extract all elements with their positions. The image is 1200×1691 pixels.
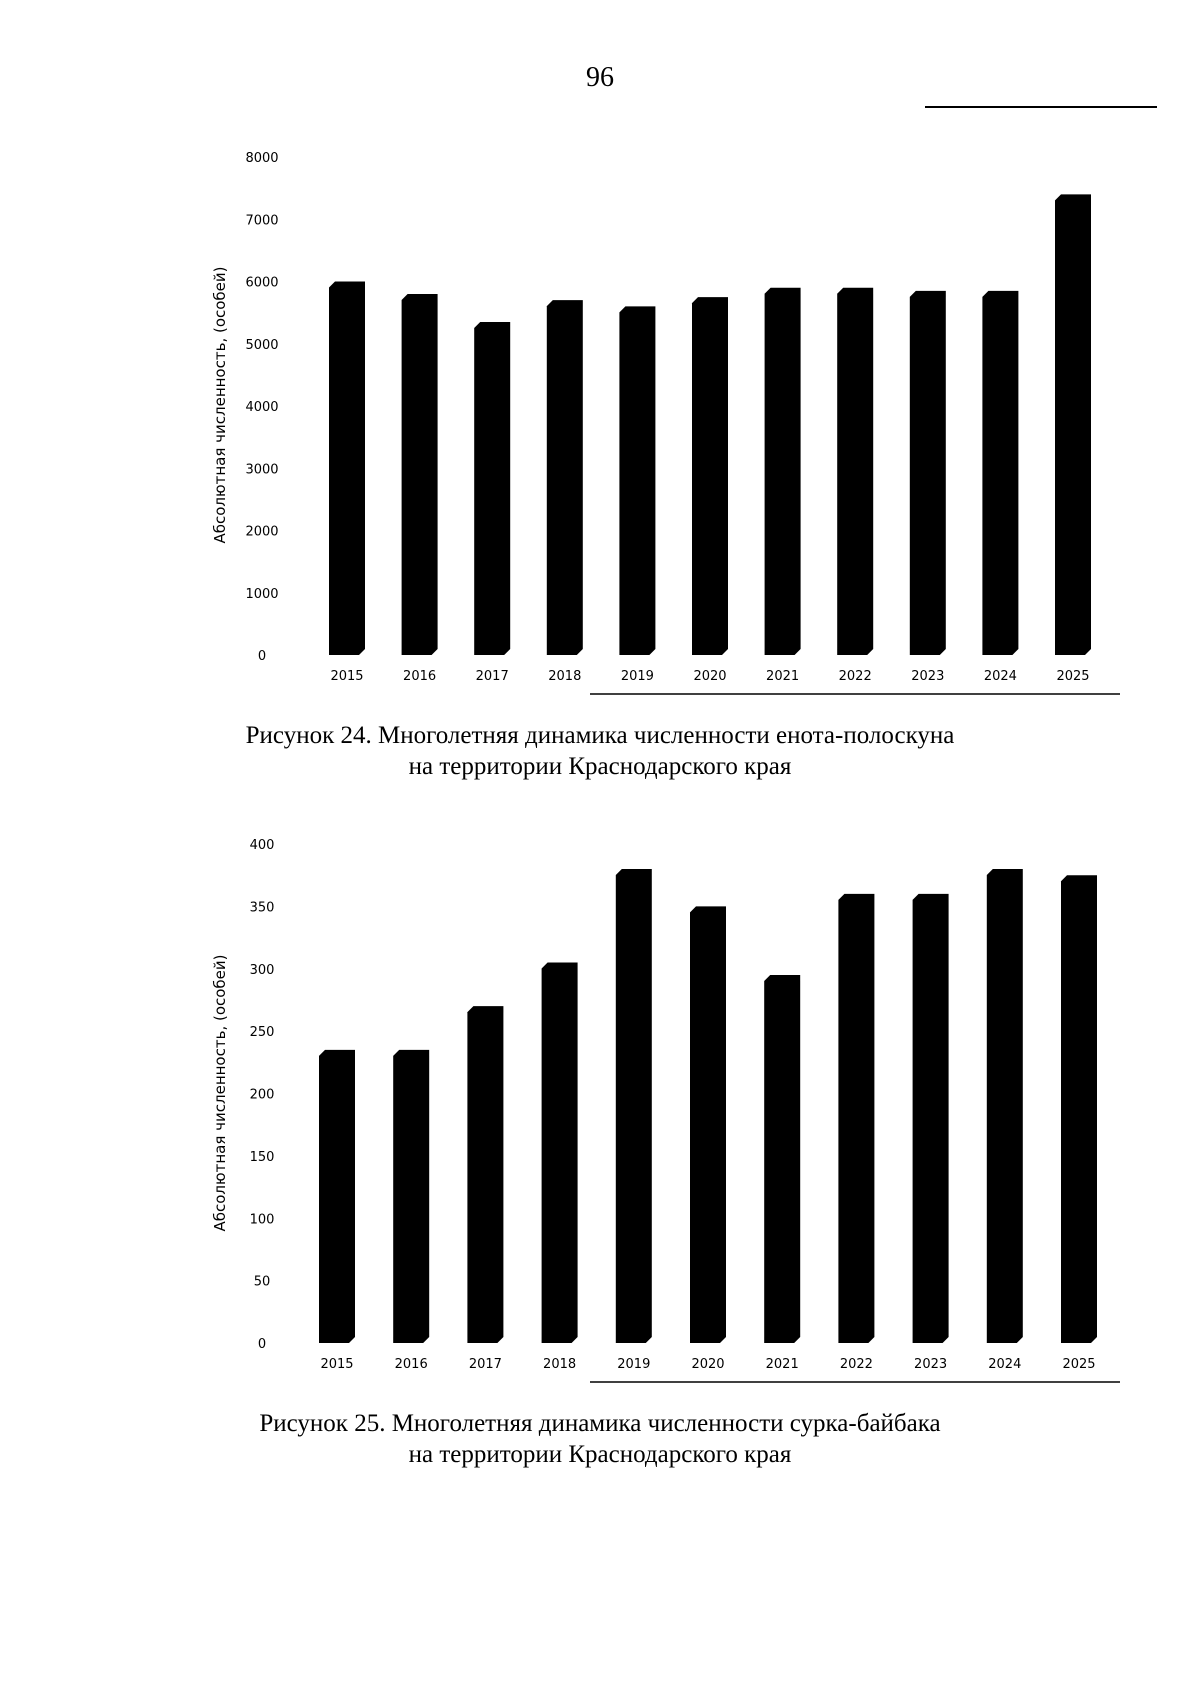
y-tick-label: 0 bbox=[257, 1337, 267, 1352]
bar-2017 bbox=[467, 1006, 503, 1343]
y-tick-label: 4000 bbox=[245, 400, 279, 415]
bar-2022 bbox=[838, 894, 874, 1343]
x-tick-label: 2024 bbox=[983, 669, 1017, 684]
figure-24-caption-line2: на территории Краснодарского края bbox=[408, 753, 792, 780]
x-tick-label: 2015 bbox=[330, 669, 364, 684]
x-tick-label: 2017 bbox=[475, 669, 509, 684]
x-tick-label: 2018 bbox=[548, 669, 582, 684]
page-number: 96 bbox=[586, 62, 614, 93]
bar-2021 bbox=[764, 975, 800, 1343]
y-axis-label: Абсолютная численность, (особей) bbox=[211, 954, 229, 1232]
bar-2018 bbox=[542, 963, 578, 1343]
y-tick-label: 2000 bbox=[245, 524, 279, 540]
x-tick-label: 2016 bbox=[394, 1357, 428, 1372]
figure-25-caption-line1: Рисунок 25. Многолетняя динамика численности сурка-байбака bbox=[259, 1410, 941, 1437]
x-tick-label: 2022 bbox=[838, 669, 872, 684]
x-tick-label: 2020 bbox=[691, 1357, 725, 1372]
y-tick-label: 250 bbox=[249, 1025, 275, 1041]
x-tick-label: 2017 bbox=[468, 1357, 502, 1372]
y-tick-label: 50 bbox=[253, 1274, 271, 1290]
x-tick-label: 2020 bbox=[693, 669, 727, 684]
y-tick-label: 200 bbox=[249, 1087, 275, 1103]
x-tick-label: 2015 bbox=[320, 1357, 354, 1372]
bar-2015 bbox=[319, 1050, 355, 1343]
figure-24-caption-line1: Рисунок 24. Многолетняя динамика численности енота-полоскуна bbox=[245, 722, 955, 749]
figure-25-caption bbox=[0, 1408, 1200, 1470]
x-tick-label: 2025 bbox=[1056, 669, 1090, 684]
x-tick-label: 2016 bbox=[403, 669, 437, 684]
x-tick-label: 2019 bbox=[620, 669, 654, 684]
x-tick-label: 2023 bbox=[911, 669, 945, 684]
y-tick-label: 150 bbox=[249, 1149, 275, 1165]
x-tick-label: 2023 bbox=[914, 1357, 948, 1372]
x-tick-label: 2022 bbox=[839, 1357, 873, 1372]
figure-25-caption-line2: на территории Краснодарского края bbox=[408, 1441, 792, 1468]
y-tick-label: 7000 bbox=[245, 213, 279, 229]
y-tick-label: 350 bbox=[249, 900, 275, 916]
x-tick-label: 2021 bbox=[765, 1357, 799, 1372]
y-tick-label: 400 bbox=[249, 838, 275, 853]
y-tick-label: 1000 bbox=[245, 586, 279, 602]
bar-2020 bbox=[690, 906, 726, 1343]
y-tick-label: 5000 bbox=[245, 337, 279, 353]
y-tick-label: 100 bbox=[249, 1212, 275, 1228]
y-tick-label: 8000 bbox=[245, 151, 279, 166]
bar-2016 bbox=[393, 1050, 429, 1343]
x-tick-label: 2019 bbox=[617, 1357, 651, 1372]
y-axis-label: Абсолютная численность, (особей) bbox=[211, 266, 229, 544]
bar-2019 bbox=[616, 869, 652, 1343]
bar-2024 bbox=[987, 869, 1023, 1343]
bar-2025 bbox=[1061, 875, 1097, 1343]
y-tick-label: 3000 bbox=[245, 462, 279, 478]
x-tick-label: 2018 bbox=[543, 1357, 577, 1372]
y-tick-label: 300 bbox=[249, 962, 275, 978]
y-tick-label: 0 bbox=[257, 649, 267, 664]
x-tick-label: 2021 bbox=[766, 669, 800, 684]
bar-2023 bbox=[913, 894, 949, 1343]
y-tick-label: 6000 bbox=[245, 275, 279, 291]
x-tick-label: 2025 bbox=[1062, 1357, 1096, 1372]
x-tick-label: 2024 bbox=[988, 1357, 1022, 1372]
